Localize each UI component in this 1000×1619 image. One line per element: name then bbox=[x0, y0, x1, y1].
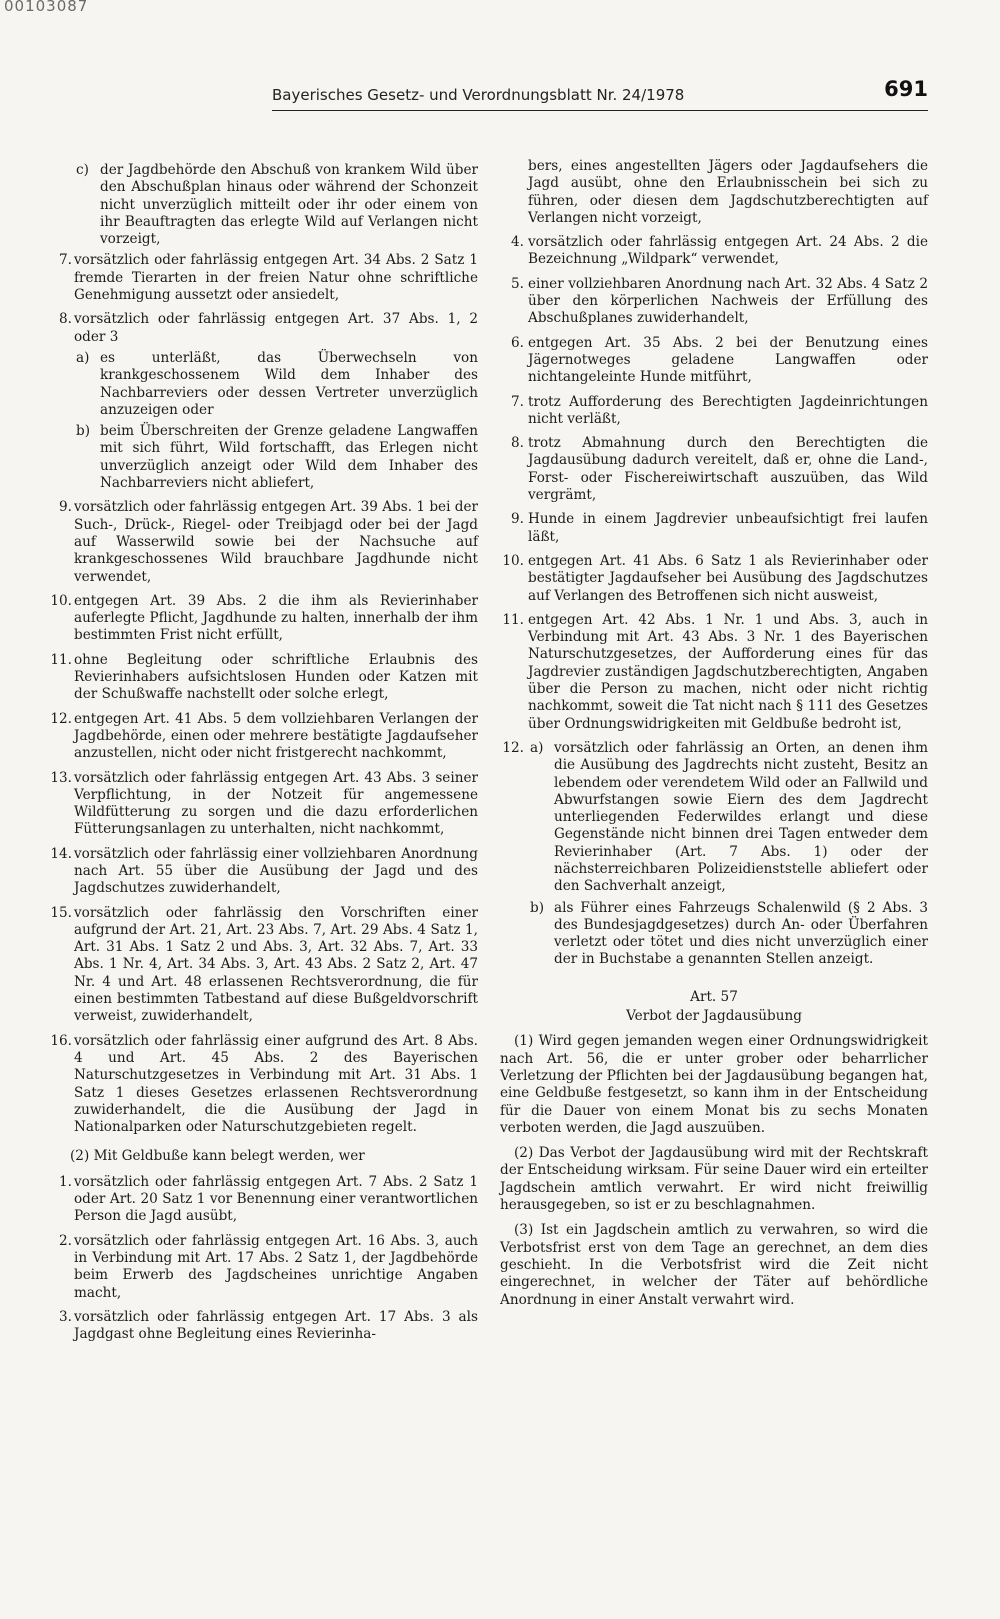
item-text: es unterläßt, das Überwechseln von krankgeschossenem Wild dem Inhaber des Nachbarreviers oder dessen Vertreter unverzüglich anzuzeigen oder bbox=[100, 349, 478, 418]
list-item-j5 bbox=[500, 276, 928, 328]
list-item-8 bbox=[56, 311, 478, 492]
item-text: vorsätzlich oder fahrlässig entgegen Art. 7 Abs. 2 Satz 1 oder Art. 20 Satz 1 vor Benennung einer verantwortlichen Person die Jagd ausübt, bbox=[74, 1173, 478, 1225]
item-text: vorsätzlich oder fahrlässig entgegen Art. 16 Abs. 3, auch in Verbindung mit Art. 17 Abs. 2 Satz 1, der Jagdbehörde beim Erwerb des Jagdscheines unrichtige Angaben macht, bbox=[74, 1232, 478, 1301]
list-item-j11 bbox=[500, 612, 928, 733]
list-item-j9 bbox=[500, 511, 928, 546]
paragraph-2: (2) Das Verbot der Jagdausübung wird mit der Rechtskraft der Entscheidung wirksam. Für seine Dauer wird ein erteilter Jagdschein amtlich verwahrt. Er wird nicht freiwillig herausgegeben, so ist er zu beschlagnahmen. bbox=[500, 1145, 928, 1214]
paragraph-2-intro: (2) Mit Geldbuße kann belegt werden, wer bbox=[70, 1148, 365, 1165]
item-text: vorsätzlich oder fahrlässig den Vorschriften einer aufgrund der Art. 21, Art. 23 Abs. 7, Art. 29 Abs. 4 Satz 1, Art. 31 Abs. 1 Satz 2 und Abs. 3, Art. 32 Abs. 7, Art. 33 Abs. 1 Nr. 4, Art. 34 Abs. 3, Art. 43 Abs. 2 Satz 2, Art. 47 Nr. 4 und Art. 48 erlassenen Rechtsverordnung, die für einen bestimmten Tatbestand auf diese Bußgeldvorschrift verweist, zuwiderhandelt, bbox=[74, 904, 478, 1025]
item-text: einer vollziehbaren Anordnung nach Art. 32 Abs. 4 Satz 2 über den körperlichen Nachweis der Erfüllung des Abschußplanes zuwiderhandelt, bbox=[528, 275, 928, 327]
list-item-j12 bbox=[500, 740, 928, 969]
paragraph-1: (1) Wird gegen jemanden wegen einer Ordnungswidrigkeit nach Art. 56, die er unter grober oder beharrlicher Verletzung der Pflichten bei der Jagdausübung begangen hat, eine Geldbuße festgesetzt, so kann ihm in der Entscheidung für die Dauer von einem Monat bis zu sechs Monaten verboten werden, die Jagd auszuüben. bbox=[500, 1033, 928, 1136]
right-column bbox=[500, 158, 928, 1317]
item-text: entgegen Art. 41 Abs. 5 dem vollziehbaren Verlangen der Jagdbehörde, einen oder mehrere bestätigte Jagdaufseher anzustellen, nicht oder nicht fristgerecht nachkommt, bbox=[74, 710, 478, 762]
item-number: 10. bbox=[502, 552, 524, 569]
page-header bbox=[272, 77, 928, 111]
list-item-j4 bbox=[500, 234, 928, 269]
item-text: entgegen Art. 42 Abs. 1 Nr. 1 und Abs. 3, auch in Verbindung mit Art. 43 Abs. 3 Nr. 1 des Bayerischen Naturschutzgesetzes, der Aufforderung eines für das Jagdrevier zuständigen Jagdschutzberechtigten, Angaben über die Person zu machen, nicht oder nicht richtig nachkommt, soweit die Tat nicht nach § 111 des Gesetzes über Ordnungswidrigkeiten mit Geldbuße bedroht ist, bbox=[528, 611, 928, 732]
item-number: 11. bbox=[50, 651, 72, 668]
list-item-j2 bbox=[56, 1233, 478, 1302]
item-text: trotz Aufforderung des Berechtigten Jagdeinrichtungen nicht verläßt, bbox=[528, 393, 928, 427]
item-text: der Jagdbehörde den Abschuß von krankem Wild über den Abschußplan hinaus oder während der Schonzeit nicht unverzüglich mitteilt oder ihr oder einem von ihr Beauftragten das erlegte Wild auf Verlangen nicht vorzeigt, bbox=[100, 162, 478, 248]
item-number: 2. bbox=[59, 1232, 72, 1249]
item-number: 9. bbox=[59, 499, 72, 516]
item-number: 5. bbox=[511, 275, 524, 292]
list-item-14 bbox=[50, 845, 478, 898]
list-item-j7 bbox=[500, 394, 928, 429]
item-text: vorsätzlich oder fahrlässig einer vollziehbaren Anordnung nach Art. 55 über die Ausübung der Jagd und des Jagdschutzes zuwiderhandelt, bbox=[74, 845, 478, 897]
paragraph-3: (3) Ist ein Jagdschein amtlich zu verwahren, so wird die Verbotsfrist erst von dem Tage an gerechnet, an dem dies geschieht. In die Verbotsfrist wird die Zeit nicht eingerechnet, in welcher der Täter auf behördliche Anordnung in einer Anstalt verwahrt wird. bbox=[500, 1222, 928, 1308]
item-number: 1. bbox=[59, 1173, 72, 1190]
list-item-j1 bbox=[56, 1174, 478, 1226]
continued-item-text: bers, eines angestellten Jägers oder Jagdaufsehers die Jagd ausübt, ohne den Erlaubnisschein bei sich zu führen, oder diesen dem Jagdschutzberechtigten auf Verlangen nicht vorzeigt, bbox=[528, 158, 928, 226]
journal-title: Bayerisches Gesetz- und Verordnungsblatt Nr. 24/1978 bbox=[272, 86, 685, 104]
item-number: 9. bbox=[511, 511, 524, 528]
item-label: b) bbox=[76, 423, 91, 440]
item-label: a) bbox=[76, 349, 90, 366]
list-item-9 bbox=[56, 499, 478, 585]
item-number: 8. bbox=[59, 311, 72, 328]
item-number: 3. bbox=[59, 1308, 72, 1325]
list-item-j10 bbox=[500, 553, 928, 605]
item-text: vorsätzlich oder fahrlässig entgegen Art. 24 Abs. 2 die Bezeichnung „Wildpark“ verwendet, bbox=[528, 234, 928, 268]
list-item-8a bbox=[74, 350, 478, 419]
item-text: Hunde in einem Jagdrevier unbeaufsichtigt frei laufen läßt, bbox=[528, 511, 928, 545]
list-item-16 bbox=[50, 1032, 478, 1137]
item-text: trotz Abmahnung durch den Berechtigten die Jagdausübung dadurch vereitelt, daß er, ohne die Land-, Forst- oder Fischereiwirtschaft auszuüben, das Wild vergrämt, bbox=[528, 435, 928, 504]
list-item-11 bbox=[50, 651, 478, 704]
item-label: b) bbox=[530, 899, 545, 916]
item-text: vorsätzlich oder fahrlässig entgegen Art. 34 Abs. 2 Satz 1 fremde Tierarten in der freien Natur ohne schriftliche Genehmigung aussetzt oder ansiedelt, bbox=[74, 252, 478, 304]
item-label: c) bbox=[76, 162, 89, 178]
item-text: entgegen Art. 39 Abs. 2 die ihm als Revierinhaber auferlegte Pflicht, Jagdhunde zu halten, innerhalb der ihm bestimmten Frist nicht erfüllt, bbox=[74, 592, 478, 644]
article-heading: Verbot der Jagdausübung bbox=[626, 1008, 802, 1025]
item-number: 11. bbox=[502, 611, 524, 628]
item-text: vorsätzlich oder fahrlässig entgegen Art. 39 Abs. 1 bei der Such-, Drück-, Riegel- oder Treibjagd oder bei der Jagd auf Wasserwild sowie bei der Nachsuche auf krankgeschossenes Wild brauchbare Jagdhunde nicht verwendet, bbox=[74, 499, 479, 585]
item-text: entgegen Art. 35 Abs. 2 bei der Benutzung eines Jägernotweges geladene Langwaffen oder nichtangeleinte Hunde mitführt, bbox=[528, 334, 928, 386]
list-item-j12b bbox=[528, 900, 928, 969]
item-text: entgegen Art. 41 Abs. 6 Satz 1 als Revierinhaber oder bestätigter Jagdaufseher bei Ausübung des Jagdschutzes auf Verlangen des Betroffenen sich nicht ausweist, bbox=[528, 552, 928, 604]
list-item-j6 bbox=[500, 335, 928, 387]
item-text: vorsätzlich oder fahrlässig entgegen Art. 17 Abs. 3 als Jagdgast ohne Begleitung eines Revierinha- bbox=[74, 1308, 478, 1343]
item-label: a) bbox=[530, 739, 544, 756]
list-item-15 bbox=[50, 904, 478, 1026]
item-number: 12. bbox=[502, 739, 524, 756]
list-item-10 bbox=[50, 592, 478, 645]
item-number: 13. bbox=[50, 769, 72, 786]
article-number: Art. 57 bbox=[690, 988, 738, 1005]
item-number: 8. bbox=[511, 435, 524, 452]
item-number: 6. bbox=[511, 334, 524, 351]
list-item-j8 bbox=[500, 435, 928, 504]
list-item-c bbox=[74, 162, 478, 248]
item-text: beim Überschreiten der Grenze geladene Langwaffen mit sich führt, Wild fortschafft, das Erlegen nicht unverzüglich anzeigt oder Wild dem Inhaber des Nachbarreviers nicht abliefert, bbox=[100, 423, 478, 492]
archive-stamp: 00103087 bbox=[4, 0, 89, 15]
item-number: 7. bbox=[59, 252, 72, 269]
item-number: 10. bbox=[50, 592, 72, 609]
list-item-7 bbox=[56, 252, 478, 304]
item-number: 16. bbox=[50, 1032, 72, 1049]
page-number: 691 bbox=[884, 77, 928, 101]
item-text: vorsätzlich oder fahrlässig entgegen Art. 43 Abs. 3 seiner Verpflichtung, in der Notzeit für angemessene Wildfütterung zu sorgen und die dazu erforderlichen Fütterungsanlagen zu unterhalten, nicht nachkommt, bbox=[74, 769, 478, 838]
item-number: 7. bbox=[511, 393, 524, 410]
list-item-13 bbox=[50, 769, 478, 839]
item-text: ohne Begleitung oder schriftliche Erlaubnis des Revierinhabers aufsichtslosen Hunden oder Katzen mit der Schußwaffe nachstellt oder solche erlegt, bbox=[74, 651, 478, 703]
item-number: 4. bbox=[511, 234, 524, 251]
list-item-8b bbox=[74, 423, 478, 492]
list-item-j3 bbox=[56, 1309, 478, 1344]
left-column bbox=[50, 158, 479, 1350]
list-item-12 bbox=[50, 710, 478, 763]
item-text: als Führer eines Fahrzeugs Schalenwild (§ 2 Abs. 3 des Bundesjagdgesetzes) durch An- oder Überfahren verletzt oder tötet und dies nicht unverzüglich einer der in Buchstabe a genannten Stellen anzeigt. bbox=[554, 899, 928, 968]
list-item-j12a bbox=[528, 740, 928, 896]
item-text: vorsätzlich oder fahrlässig an Orten, an denen ihm die Ausübung des Jagdrechts nicht zusteht, Besitz an lebendem oder verendetem Wild oder an Fallwild und Abwurfstangen sowie Eiern des dem Jagdrecht unterliegenden Federwildes erlangt und diese Gegenstände nicht binnen drei Tagen entweder dem Revierinhaber (Art. 7 Abs. 1) oder der nächsterreichbaren Polizeidienststelle abliefert oder den Sachverhalt anzeigt, bbox=[554, 739, 928, 895]
item-text: vorsätzlich oder fahrlässig einer aufgrund des Art. 8 Abs. 4 und Art. 45 Abs. 2 des Bayerischen Naturschutzgesetzes in Verbindung mit Art. 31 Abs. 1 Satz 1 dieses Gesetzes erlassenen Rechtsverordnung zuwiderhandelt, die die Ausübung der Jagd in Nationalparken oder Naturschutzgebieten regelt. bbox=[74, 1032, 478, 1136]
item-number: 15. bbox=[50, 904, 72, 921]
item-number: 12. bbox=[50, 710, 72, 727]
item-text: vorsätzlich oder fahrlässig entgegen Art. 37 Abs. 1, 2 oder 3 bbox=[74, 311, 478, 345]
item-number: 14. bbox=[50, 845, 72, 862]
